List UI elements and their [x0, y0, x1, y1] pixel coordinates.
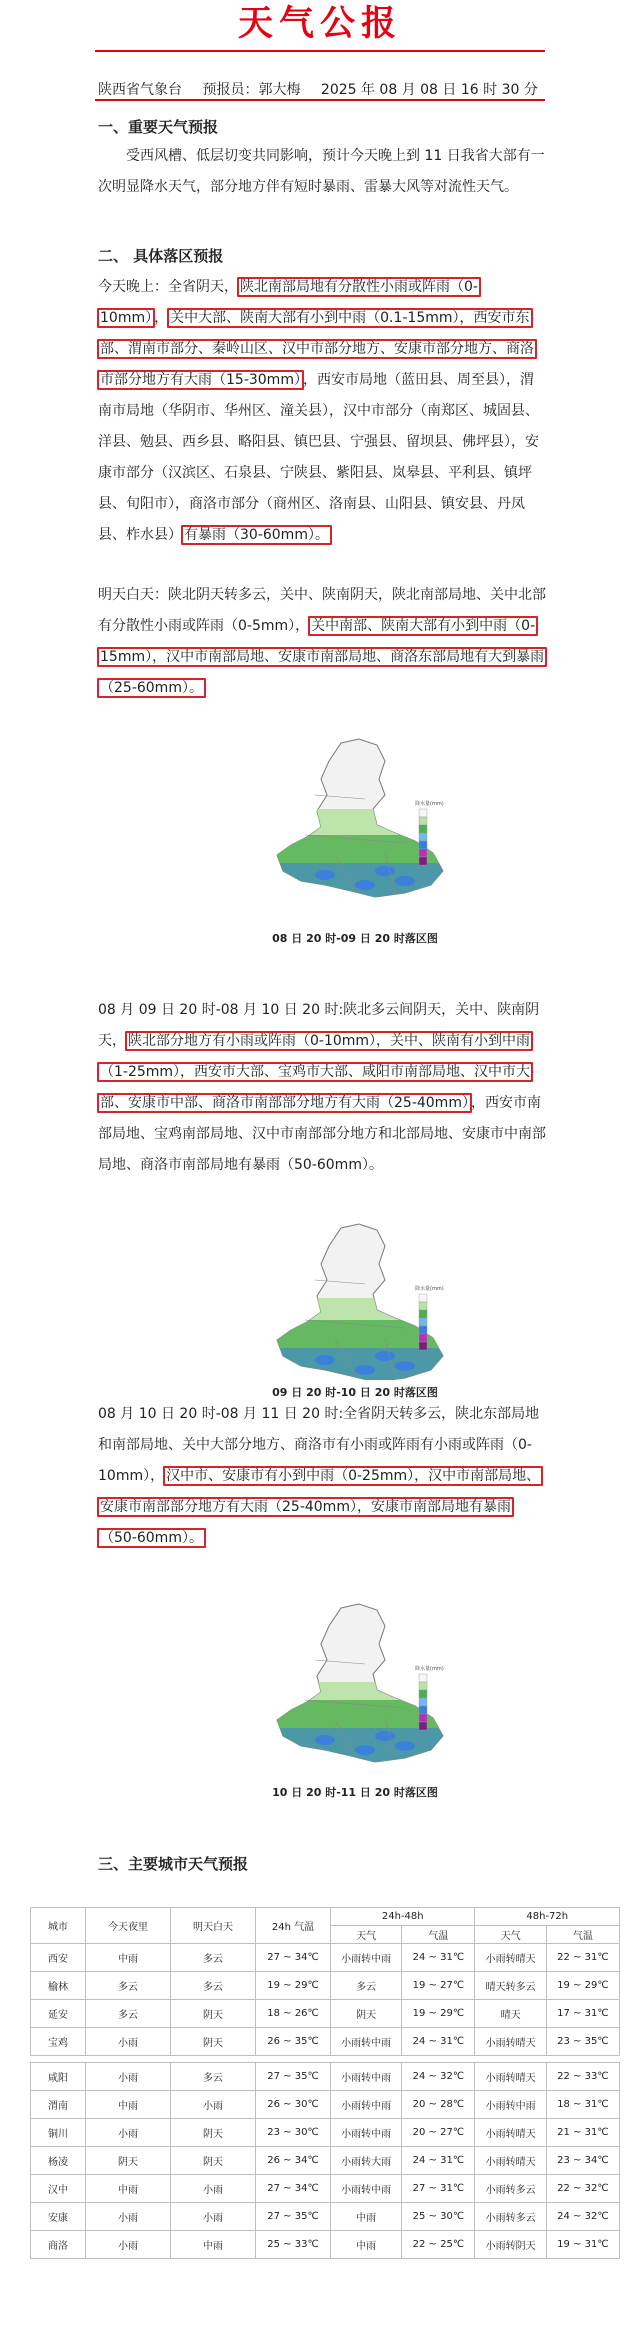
col-header-48-72: 48h-72h: [475, 1908, 620, 1926]
legend-swatch: [419, 841, 427, 849]
temp-24h: 26 ~ 35℃: [256, 2028, 331, 2056]
temp-24h: 27 ~ 34℃: [256, 2175, 331, 2203]
legend-title: 降水量(mm): [415, 801, 444, 807]
forecast-day2: [98, 995, 546, 1181]
section-heading-areas: 二、 具体落区预报: [98, 247, 224, 265]
tomorrow-weather: 阴天: [171, 2028, 256, 2056]
city-name: 安康: [31, 2203, 86, 2231]
temp-24h: 25 ~ 33℃: [256, 2231, 331, 2259]
temp-24h: 26 ~ 30℃: [256, 2091, 331, 2119]
legend-title: 降水量(mm): [415, 1286, 444, 1292]
legend-swatch: [419, 1294, 427, 1302]
header-rule-top: [95, 50, 545, 52]
temp-24-48h: 27 ~ 31℃: [402, 2175, 475, 2203]
city-forecast-rows: [31, 1944, 620, 2259]
forecast-tomorrow-day: [98, 580, 546, 704]
weather-24-48h: 小雨转中雨: [331, 1944, 402, 1972]
tomorrow-weather: 小雨: [171, 2203, 256, 2231]
forecast-text: ，西安市南部局地、宝鸡南部局地、汉中市南部部分地方和北部局地、安康市中南部局地、商洛市南部局地有暴雨（50-60mm）。: [98, 1095, 546, 1173]
legend-swatch: [419, 809, 427, 817]
heavy-rain-area: [375, 1351, 395, 1361]
heavy-rain-area: [375, 866, 395, 876]
city-name: 杨凌: [31, 2147, 86, 2175]
city-name: 西安: [31, 1944, 86, 1972]
map-caption-3: 10 日 20 时-11 日 20 时落区图: [272, 1786, 438, 1799]
highlighted-forecast-text: 陕北部分地方有小雨或阵雨（0-10mm），关中、陕南有小到中雨（1-25mm），西安市大部、宝鸡市大部、咸阳市南部局地、汉中市大部、安康市中部、商洛市南部部分地方有大雨（25-40mm）: [97, 1031, 533, 1113]
heavy-rain-area: [315, 1355, 335, 1365]
col-header-temp24: 24h 气温: [256, 1908, 331, 1944]
city-name: 咸阳: [31, 2063, 86, 2091]
heavy-rain-area: [315, 870, 335, 880]
forecast-text: ，: [154, 310, 169, 326]
weather-24-48h: 阴天: [331, 2000, 402, 2028]
tonight-weather: 中雨: [86, 2175, 171, 2203]
map-caption-1: 08 日 20 时-09 日 20 时落区图: [272, 932, 438, 945]
weather-24-48h: 中雨: [331, 2231, 402, 2259]
rainfall-band: [255, 863, 455, 920]
weather-24-48h: 小雨转中雨: [331, 2091, 402, 2119]
temp-48-72h: 17 ~ 31℃: [546, 2000, 619, 2028]
weather-24-48h: 小雨转中雨: [331, 2028, 402, 2056]
tonight-weather: 小雨: [86, 2119, 171, 2147]
weather-48-72h: 晴天: [475, 2000, 546, 2028]
table-row: [31, 2147, 620, 2175]
forecast-text: 明天白天：陕北阴天转多云，关中、陕南阴天，陕北南部局地、关中北部有分散性小雨或阵雨（0-5mm），: [98, 587, 546, 634]
heavy-rain-area: [315, 1735, 335, 1745]
forecast-text: 08 月 10 日 20 时-08 月 11 日 20 时:全省阴天转多云，陕北东部局地和南部局地、关中大部分地方、商洛市有小雨或阵雨有小雨或阵雨（0-10mm），: [98, 1406, 540, 1484]
temp-24h: 27 ~ 35℃: [256, 2063, 331, 2091]
legend-swatch: [419, 857, 427, 865]
section-heading-cities: 三、主要城市天气预报: [98, 1855, 249, 1873]
heavy-rain-area: [355, 1745, 375, 1755]
legend-swatch: [419, 817, 427, 825]
city-name: 延安: [31, 2000, 86, 2028]
legend-swatch: [419, 1310, 427, 1318]
legend-swatch: [419, 833, 427, 841]
legend-swatch: [419, 1674, 427, 1682]
subheader-weather: 天气: [475, 1926, 546, 1944]
temp-48-72h: 22 ~ 31℃: [546, 1944, 619, 1972]
forecast-text: ，西安市局地（蓝田县、周至县），渭南市局地（华阴市、华州区、潼关县），汉中市部分（南郑区、城固县、洋县、勉县、西乡县、略阳县、镇巴县、宁强县、留坝县、佛坪县），安康市部分（汉滨区、石泉县、宁陕县、紫阳县、岚皋县、平利县、镇坪县、旬阳市），商洛市部分（商州区、洛南县、山阳县、镇安县、丹凤县、柞水县）: [98, 372, 539, 543]
weather-48-72h: 晴天转多云: [475, 1972, 546, 2000]
tonight-weather: 小雨: [86, 2063, 171, 2091]
highlighted-forecast-text: 汉中市、安康市有小到中雨（0-25mm），汉中市南部局地、安康市南部部分地方有大雨（25-40mm），安康市南部局地有暴雨（50-60mm）。: [97, 1466, 543, 1548]
issue-datetime: 2025 年 08 月 08 日 16 时 30 分: [320, 82, 538, 98]
weather-48-72h: 小雨转晴天: [475, 1944, 546, 1972]
temp-24-48h: 20 ~ 28℃: [402, 2091, 475, 2119]
legend-swatch: [419, 1334, 427, 1342]
weather-48-72h: 小雨转多云: [475, 2203, 546, 2231]
heavy-rain-area: [395, 876, 415, 886]
legend-swatch: [419, 1682, 427, 1690]
city-name: 汉中: [31, 2175, 86, 2203]
table-row: [31, 2063, 620, 2091]
legend-swatch: [419, 1714, 427, 1722]
temp-24-48h: 24 ~ 31℃: [402, 1944, 475, 1972]
heavy-rain-area: [395, 1361, 415, 1371]
heavy-rain-area: [355, 1365, 375, 1375]
province-rainfall-svg: [255, 1600, 455, 1775]
city-forecast-table: [30, 1907, 620, 2259]
temp-24-48h: 25 ~ 30℃: [402, 2203, 475, 2231]
temp-48-72h: 23 ~ 35℃: [546, 2028, 619, 2056]
temp-24h: 27 ~ 34℃: [256, 1944, 331, 1972]
table-row: [31, 2119, 620, 2147]
forecast-text: 08 月 09 日 20 时-08 月 10 日 20 时:陕北多云间阴天，关中、陕南阴天，: [98, 1002, 540, 1049]
weather-48-72h: 小雨转中雨: [475, 2091, 546, 2119]
highlighted-forecast-text: 陕北南部局地有分散性小雨或阵雨（0-10mm）: [97, 277, 481, 328]
weather-24-48h: 小雨转中雨: [331, 2063, 402, 2091]
weather-24-48h: 小雨转大雨: [331, 2147, 402, 2175]
tomorrow-weather: 小雨: [171, 2091, 256, 2119]
legend-title: 降水量(mm): [415, 1666, 444, 1672]
rainfall-map-2: [255, 1220, 455, 1380]
temp-48-72h: 18 ~ 31℃: [546, 2091, 619, 2119]
temp-24h: 27 ~ 35℃: [256, 2203, 331, 2231]
temp-24-48h: 19 ~ 29℃: [402, 2000, 475, 2028]
col-header-tomorrow: 明天白天: [171, 1908, 256, 1944]
weather-48-72h: 小雨转晴天: [475, 2063, 546, 2091]
legend-swatch: [419, 1318, 427, 1326]
col-header-city: 城市: [31, 1908, 86, 1944]
temp-48-72h: 24 ~ 32℃: [546, 2203, 619, 2231]
table-row: [31, 1972, 620, 2000]
table-row: [31, 2203, 620, 2231]
tomorrow-weather: 中雨: [171, 2231, 256, 2259]
forecast-tonight: [98, 272, 546, 551]
temp-24h: 19 ~ 29℃: [256, 1972, 331, 2000]
city-name: 榆林: [31, 1972, 86, 2000]
important-forecast-text: 受西风槽、低层切变共同影响，预计今天晚上到 11 日我省大部有一次明显降水天气，部分地方伴有短时暴雨、雷暴大风等对流性天气。: [98, 148, 545, 195]
tonight-weather: 中雨: [86, 1944, 171, 1972]
weather-24-48h: 小雨转中雨: [331, 2119, 402, 2147]
weather-48-72h: 小雨转多云: [475, 2175, 546, 2203]
city-name: 铜川: [31, 2119, 86, 2147]
temp-24-48h: 20 ~ 27℃: [402, 2119, 475, 2147]
highlighted-forecast-text: 关中南部、陕南大部有小到中雨（0-15mm），汉中市南部局地、安康市南部局地、商洛东部局地有大到暴雨（25-60mm）。: [97, 616, 547, 698]
forecast-text: 今天晚上：全省阴天，: [98, 279, 238, 295]
temp-48-72h: 23 ~ 34℃: [546, 2147, 619, 2175]
city-name: 宝鸡: [31, 2028, 86, 2056]
highlighted-forecast-text: 关中大部、陕南大部有小到中雨（0.1-15mm），西安市东部、渭南市部分、秦岭山区、汉中市部分地方、安康市部分地方、商洛市部分地方有大雨（15-30mm）: [97, 308, 537, 390]
tonight-weather: 阴天: [86, 2147, 171, 2175]
rainfall-map-1: [255, 735, 455, 920]
forecast-day3: [98, 1399, 546, 1554]
tonight-weather: 多云: [86, 2000, 171, 2028]
tonight-weather: 中雨: [86, 2091, 171, 2119]
table-row: [31, 2231, 620, 2259]
legend-swatch: [419, 1690, 427, 1698]
temp-24-48h: 24 ~ 31℃: [402, 2028, 475, 2056]
issuing-office: 陕西省气象台: [98, 82, 182, 98]
temp-48-72h: 21 ~ 31℃: [546, 2119, 619, 2147]
weather-24-48h: 中雨: [331, 2203, 402, 2231]
temp-24h: 23 ~ 30℃: [256, 2119, 331, 2147]
table-row: [31, 1944, 620, 1972]
legend-swatch: [419, 1326, 427, 1334]
subheader-temp: 气温: [402, 1926, 475, 1944]
header-rule-bottom: [95, 99, 545, 101]
legend-swatch: [419, 849, 427, 857]
legend-swatch: [419, 1698, 427, 1706]
rainfall-map-3: [255, 1600, 455, 1775]
table-row: [31, 2175, 620, 2203]
tomorrow-weather: 小雨: [171, 2175, 256, 2203]
section-heading-important: 一、重要天气预报: [98, 118, 219, 136]
temp-24-48h: 22 ~ 25℃: [402, 2231, 475, 2259]
rainfall-band: [255, 1728, 455, 1775]
bulletin-title: 天气公报: [237, 4, 402, 44]
highlighted-forecast-text: 有暴雨（30-60mm）。: [181, 525, 332, 545]
temp-24-48h: 24 ~ 31℃: [402, 2147, 475, 2175]
legend-swatch: [419, 1302, 427, 1310]
heavy-rain-area: [395, 1741, 415, 1751]
temp-48-72h: 19 ~ 29℃: [546, 1972, 619, 2000]
temp-48-72h: 22 ~ 32℃: [546, 2175, 619, 2203]
legend-swatch: [419, 1706, 427, 1714]
city-name: 商洛: [31, 2231, 86, 2259]
temp-48-72h: 22 ~ 33℃: [546, 2063, 619, 2091]
tomorrow-weather: 多云: [171, 2063, 256, 2091]
temp-24-48h: 19 ~ 27℃: [402, 1972, 475, 2000]
tonight-weather: 小雨: [86, 2203, 171, 2231]
weather-48-72h: 小雨转晴天: [475, 2119, 546, 2147]
tonight-weather: 小雨: [86, 2231, 171, 2259]
col-header-24-48: 24h-48h: [331, 1908, 475, 1926]
weather-48-72h: 小雨转阴天: [475, 2231, 546, 2259]
tomorrow-weather: 阴天: [171, 2119, 256, 2147]
tonight-weather: 小雨: [86, 2028, 171, 2056]
table-divider: [31, 2056, 620, 2063]
province-rainfall-svg: [255, 1220, 455, 1380]
rainfall-band: [255, 1348, 455, 1380]
legend-swatch: [419, 1722, 427, 1730]
table-row: [31, 2091, 620, 2119]
map-caption-2: 09 日 20 时-10 日 20 时落区图: [272, 1386, 438, 1399]
subheader-weather: 天气: [331, 1926, 402, 1944]
temp-24h: 18 ~ 26℃: [256, 2000, 331, 2028]
subheader-temp: 气温: [546, 1926, 619, 1944]
temp-24h: 26 ~ 34℃: [256, 2147, 331, 2175]
weather-24-48h: 多云: [331, 1972, 402, 2000]
tomorrow-weather: 多云: [171, 1972, 256, 2000]
weather-48-72h: 小雨转晴天: [475, 2028, 546, 2056]
weather-48-72h: 小雨转晴天: [475, 2147, 546, 2175]
weather-24-48h: 小雨转中雨: [331, 2175, 402, 2203]
forecaster: 预报员：郭大梅: [202, 82, 301, 98]
temp-48-72h: 19 ~ 31℃: [546, 2231, 619, 2259]
legend-swatch: [419, 1342, 427, 1350]
tomorrow-weather: 多云: [171, 1944, 256, 1972]
tomorrow-weather: 阴天: [171, 2000, 256, 2028]
tonight-weather: 多云: [86, 1972, 171, 2000]
tomorrow-weather: 阴天: [171, 2147, 256, 2175]
table-row: [31, 2028, 620, 2056]
table-row: [31, 2000, 620, 2028]
legend-swatch: [419, 825, 427, 833]
heavy-rain-area: [375, 1731, 395, 1741]
heavy-rain-area: [355, 880, 375, 890]
temp-24-48h: 24 ~ 32℃: [402, 2063, 475, 2091]
city-name: 渭南: [31, 2091, 86, 2119]
province-rainfall-svg: [255, 735, 455, 920]
col-header-tonight: 今天夜里: [86, 1908, 171, 1944]
bulletin-meta: [98, 79, 538, 99]
